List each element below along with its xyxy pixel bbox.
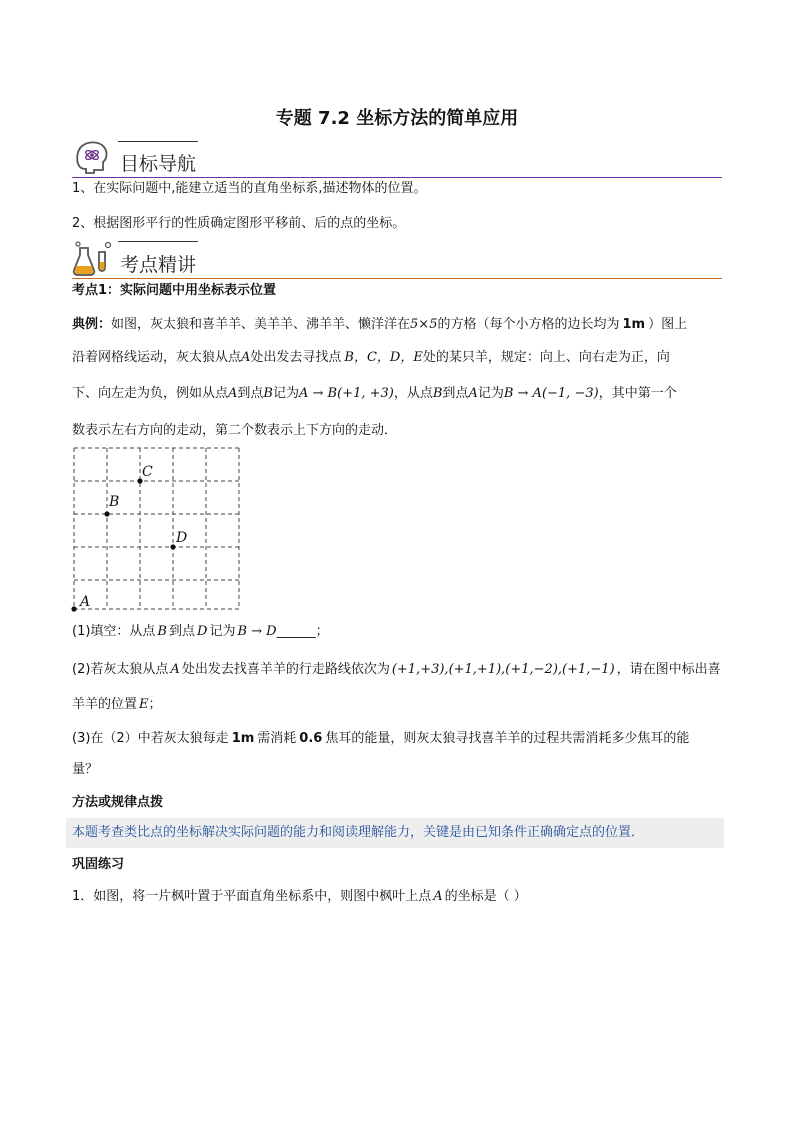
text: (2)若灰太狼从点	[72, 662, 169, 677]
text: 1．如图，将一片枫叶置于平面直角坐标系中，则图中枫叶上点	[72, 889, 432, 904]
point-c-label: C	[142, 464, 153, 480]
point1-heading: 考点1：实际问题中用坐标表示位置	[72, 283, 277, 298]
grid-figure	[68, 444, 248, 616]
math: A	[170, 662, 180, 677]
text: (3)在（2）中若灰太狼每走	[72, 731, 229, 746]
point-a-dot	[71, 606, 76, 611]
text: 焦耳的能量，则灰太狼寻找喜羊羊的过程共需消耗多少焦耳的能	[325, 731, 690, 746]
text: (1)填空：从点	[72, 624, 156, 639]
section-title-points: 考点精讲	[120, 254, 197, 276]
math: 1m	[231, 731, 255, 746]
method-heading: 方法或规律点拨	[72, 795, 164, 810]
page-title: 专题 7.2 坐标方法的简单应用	[275, 108, 519, 129]
answer-blank[interactable]: ______；	[276, 624, 329, 639]
practice-heading: 巩固练习	[72, 857, 125, 872]
section-top-rule	[118, 141, 198, 142]
text: 沿着网格线运动，灰太狼从点	[72, 350, 242, 365]
math: 5×5	[410, 317, 438, 332]
math: B	[432, 386, 443, 401]
math: A	[228, 386, 238, 401]
section-divider-purple	[72, 177, 722, 178]
section-divider-orange	[72, 278, 722, 279]
math: (+1,+3),(+1,+1),(+1,−2),(+1,−1)	[391, 662, 615, 677]
math: D	[197, 624, 208, 639]
point-b-dot	[104, 511, 109, 516]
text: 记为	[209, 624, 236, 639]
math: A	[241, 350, 251, 365]
example-line-3	[72, 386, 677, 402]
math: B → A(−1, −3)	[503, 386, 599, 401]
text: ；	[148, 697, 162, 712]
math: B	[157, 624, 167, 639]
section-title-goals: 目标导航	[120, 153, 197, 175]
point-d-label: D	[176, 530, 188, 546]
question-3-line-1	[72, 731, 689, 747]
text: 记为	[272, 386, 299, 401]
example-line-4: 数表示左右方向的走动，第二个数表示上下方向的走动．	[72, 423, 398, 438]
text: 记为	[477, 386, 504, 401]
question-3-line-2: 量？	[72, 762, 99, 777]
text: 的坐标是（ ）	[444, 889, 527, 904]
math: B	[263, 386, 273, 401]
text: ，其中第一个	[598, 386, 677, 401]
grid-lines	[74, 448, 239, 609]
point-a-label: A	[80, 594, 91, 610]
method-highlight-box	[66, 818, 724, 848]
math: 0.6	[299, 731, 323, 746]
text: 羊羊的位置	[72, 697, 138, 712]
section-top-rule	[118, 241, 198, 242]
math: A	[433, 889, 443, 904]
brain-icon	[72, 137, 112, 177]
question-1	[72, 624, 329, 640]
text: 处出发去寻找点	[250, 350, 342, 365]
text: 需消耗	[257, 731, 297, 746]
text: 到点	[237, 386, 264, 401]
text: 如图，灰太狼和喜羊羊、美羊羊、沸羊羊、懒洋洋在	[111, 317, 411, 332]
text: 的方格（每个小方格的边长均为	[437, 317, 620, 332]
text: 处的某只羊，规定：向上、向右走为正，向	[422, 350, 670, 365]
text: 处出发去找喜羊羊的行走路线依次为	[181, 662, 390, 677]
question-2-line-1	[72, 662, 721, 678]
example-line-1	[72, 317, 687, 333]
math: A → B(+1, +3)	[299, 386, 394, 401]
math: B → D	[237, 624, 277, 639]
math: A	[468, 386, 478, 401]
example-label: 典例：	[72, 317, 112, 332]
goal-item-2: 2、根据图形平行的性质确定图形平移前、后的点的坐标。	[72, 216, 406, 231]
text: 到点	[442, 386, 469, 401]
point-b-label: B	[109, 494, 120, 510]
text: ，从点	[393, 386, 433, 401]
practice-item-1	[72, 889, 527, 905]
math: 1m	[622, 317, 646, 332]
math: B，C，D，E	[344, 350, 423, 365]
text: ，请在图中标出喜	[616, 662, 721, 677]
point-d-dot	[170, 544, 175, 549]
grid-svg	[68, 444, 248, 616]
text: 到点	[168, 624, 195, 639]
example-line-2	[72, 350, 670, 366]
text: 下、向左走为负，例如从点	[72, 386, 229, 401]
text: ）图上	[648, 317, 688, 332]
method-text: 本题考查类比点的坐标解决实际问题的能力和阅读理解能力，关键是由已知条件正确确定点的位置．	[72, 825, 645, 840]
question-2-line-2	[72, 697, 162, 713]
math: E	[139, 697, 149, 712]
flask-icon	[70, 238, 114, 278]
goal-item-1: 1、在实际问题中,能建立适当的直角坐标系,描述物体的位置。	[72, 181, 427, 196]
